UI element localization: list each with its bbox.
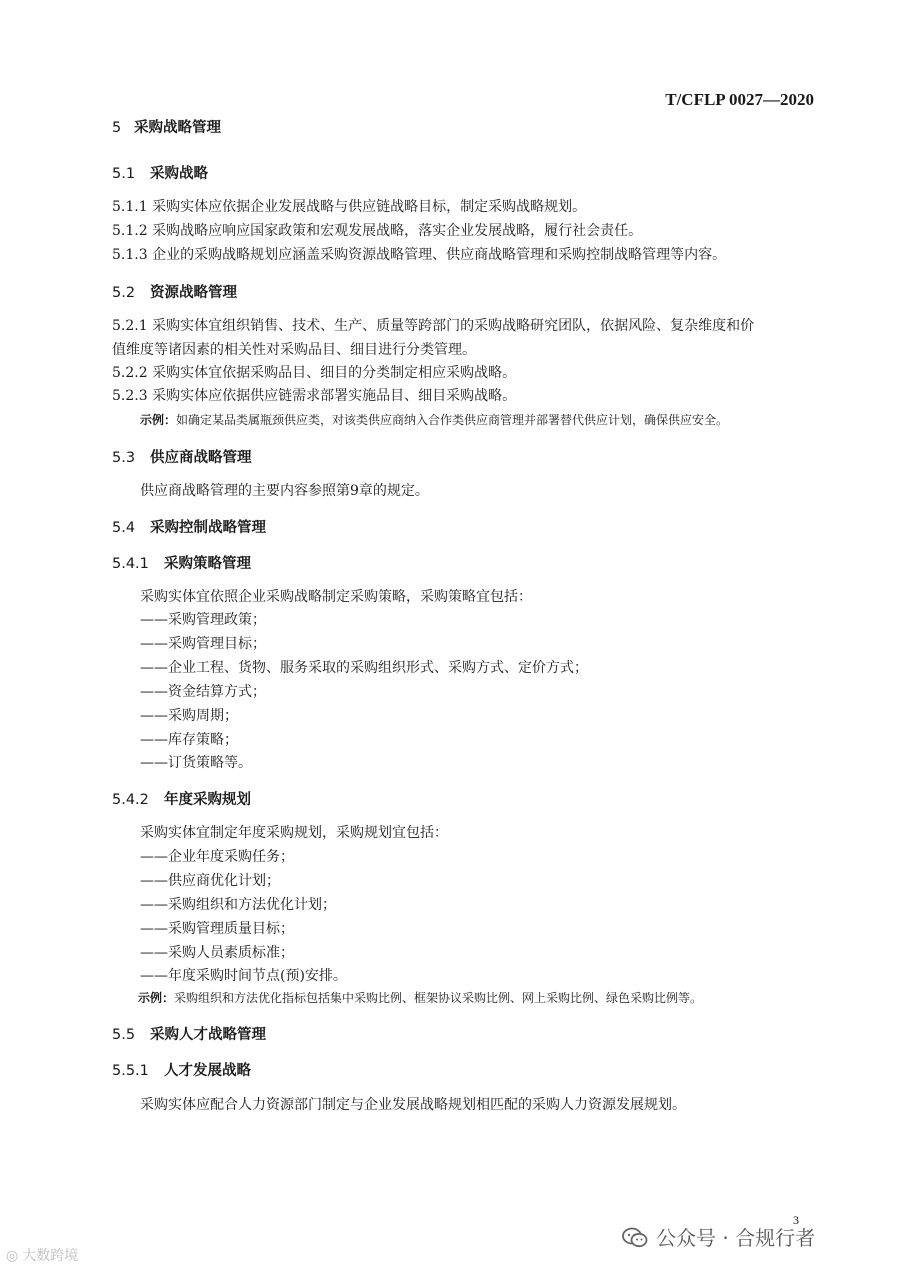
- li-13: [140, 965, 347, 985]
- line-text: ——采购管理政策；: [140, 612, 266, 628]
- example-label: 示例：: [140, 413, 177, 427]
- line-text: 人才发展战略: [164, 1063, 251, 1079]
- h-5-1: [112, 162, 208, 183]
- watermark-brand: [6, 1245, 78, 1265]
- example-label: 示例：: [138, 991, 175, 1005]
- line-text: 供应商战略管理: [150, 450, 252, 466]
- p-5-2-1b: [112, 339, 476, 359]
- line-text: ——企业工程、货物、服务采取的采购组织形式、采购方式、定价方式；: [140, 660, 588, 676]
- line-text: 5.2.3 采购实体应依据供应链需求部署实施品目、细目采购战略。: [112, 388, 517, 404]
- line-text: 采购实体宜依照企业采购战略制定采购策略，采购策略宜包括：: [140, 589, 532, 605]
- section-number: 5.4.2: [112, 792, 149, 808]
- p-5-4-2: [140, 822, 448, 842]
- line-text: 资源战略管理: [150, 285, 237, 301]
- section-number: 5.4.1: [112, 556, 149, 572]
- li-5: [140, 705, 238, 725]
- line-text: ——供应商优化计划；: [140, 873, 280, 889]
- h-5-4-1: [112, 552, 251, 573]
- line-text: 5.1.3 企业的采购战略规划应涵盖采购资源战略管理、供应商战略管理和采购控制战略管理等内容。: [112, 247, 727, 263]
- section-number: 5.4: [112, 520, 136, 536]
- wechat-icon: [622, 1227, 648, 1249]
- h-5-4: [112, 516, 266, 537]
- line-text: 5.2.2 采购实体宜依据采购品目、细目的分类制定相应采购战略。: [112, 365, 517, 381]
- section-number: 5.5: [112, 1027, 136, 1043]
- li-12: [140, 942, 294, 962]
- line-text: ——订货策略等。: [140, 755, 252, 771]
- section-number: 5.3: [112, 450, 136, 466]
- h-5-5-1: [112, 1059, 251, 1080]
- p-5-2-2: [112, 362, 516, 382]
- li-7: [140, 752, 252, 772]
- line-text: 采购控制战略管理: [150, 520, 266, 536]
- line-text: ——企业年度采购任务；: [140, 849, 294, 865]
- li-4: [140, 681, 266, 701]
- li-2: [140, 633, 266, 653]
- p-5-2-3: [112, 385, 516, 405]
- line-text: ——采购管理目标；: [140, 636, 266, 652]
- h-5-5: [112, 1023, 266, 1044]
- line-text: ——库存策略；: [140, 732, 238, 748]
- li-1: [140, 609, 266, 629]
- line-text: ——年度采购时间节点(预)安排。: [140, 968, 347, 984]
- line-text: 采购战略: [150, 166, 208, 182]
- line-text: 年度采购规划: [164, 792, 251, 808]
- line-text: 供应商战略管理的主要内容参照第9章的规定。: [140, 483, 429, 499]
- p-5-2-1a: [112, 315, 754, 335]
- watermark-account: [622, 1222, 815, 1251]
- line-text: 采购策略管理: [164, 556, 251, 572]
- line-text: ——资金结算方式；: [140, 684, 266, 700]
- line-text: 采购实体应配合人力资源部门制定与企业发展战略规划相匹配的采购人力资源发展规划。: [140, 1097, 686, 1113]
- line-text: 采购战略管理: [134, 120, 221, 136]
- p-5-1-1: [112, 196, 586, 216]
- line-text: 采购组织和方法优化指标包括集中采购比例、框架协议采购比例、网上采购比例、绿色采购比例等。: [174, 991, 703, 1005]
- section-number: 5.5.1: [112, 1063, 149, 1079]
- h-5-2: [112, 281, 237, 302]
- page-number: 3: [793, 1213, 799, 1227]
- document-code: T/CFLP 0027—2020: [665, 90, 814, 109]
- h-5-3: [112, 446, 252, 467]
- ex-2: [138, 989, 702, 1006]
- section-number: 5.1: [112, 166, 136, 182]
- line-text: 如确定某品类属瓶颈供应类，对该类供应商纳入合作类供应商管理并部署替代供应计划，确保供应安全。: [176, 413, 729, 427]
- p-5-1-3: [112, 244, 726, 264]
- line-text: 采购人才战略管理: [150, 1027, 266, 1043]
- li-10: [140, 894, 336, 914]
- li-8: [140, 846, 294, 866]
- li-6: [140, 729, 238, 749]
- line-text: ——采购人员素质标准；: [140, 945, 294, 961]
- line-text: 采购实体宜制定年度采购规划，采购规划宜包括：: [140, 825, 448, 841]
- li-11: [140, 918, 294, 938]
- line-text: ——采购组织和方法优化计划；: [140, 897, 336, 913]
- line-text: 5.2.1 采购实体宜组织销售、技术、生产、质量等跨部门的采购战略研究团队，依据风险、复杂维度和价: [112, 318, 755, 334]
- h-5-4-2: [112, 788, 251, 809]
- p-5-3: [140, 480, 429, 500]
- brand-logo-icon: ◎: [6, 1248, 19, 1264]
- section-number: 5.2: [112, 285, 136, 301]
- p-5-5-1: [140, 1094, 686, 1114]
- line-text: 5.1.1 采购实体应依据企业发展战略与供应链战略目标，制定采购战略规划。: [112, 199, 587, 215]
- watermark-brand-text: 大数跨境: [22, 1248, 79, 1264]
- line-text: 值维度等诸因素的相关性对采购品目、细目进行分类管理。: [112, 342, 476, 358]
- h-5: [112, 116, 221, 137]
- line-text: ——采购周期；: [140, 708, 238, 724]
- section-number: 5: [112, 120, 122, 136]
- ex-1: [140, 411, 728, 428]
- line-text: ——采购管理质量目标；: [140, 921, 294, 937]
- li-3: [140, 657, 588, 677]
- li-9: [140, 870, 280, 890]
- p-5-1-2: [112, 220, 642, 240]
- line-text: 5.1.2 采购战略应响应国家政策和宏观发展战略，落实企业发展战略，履行社会责任。: [112, 223, 643, 239]
- p-5-4-1: [140, 586, 532, 606]
- watermark-account-text: 公众号 · 合规行者: [656, 1226, 816, 1250]
